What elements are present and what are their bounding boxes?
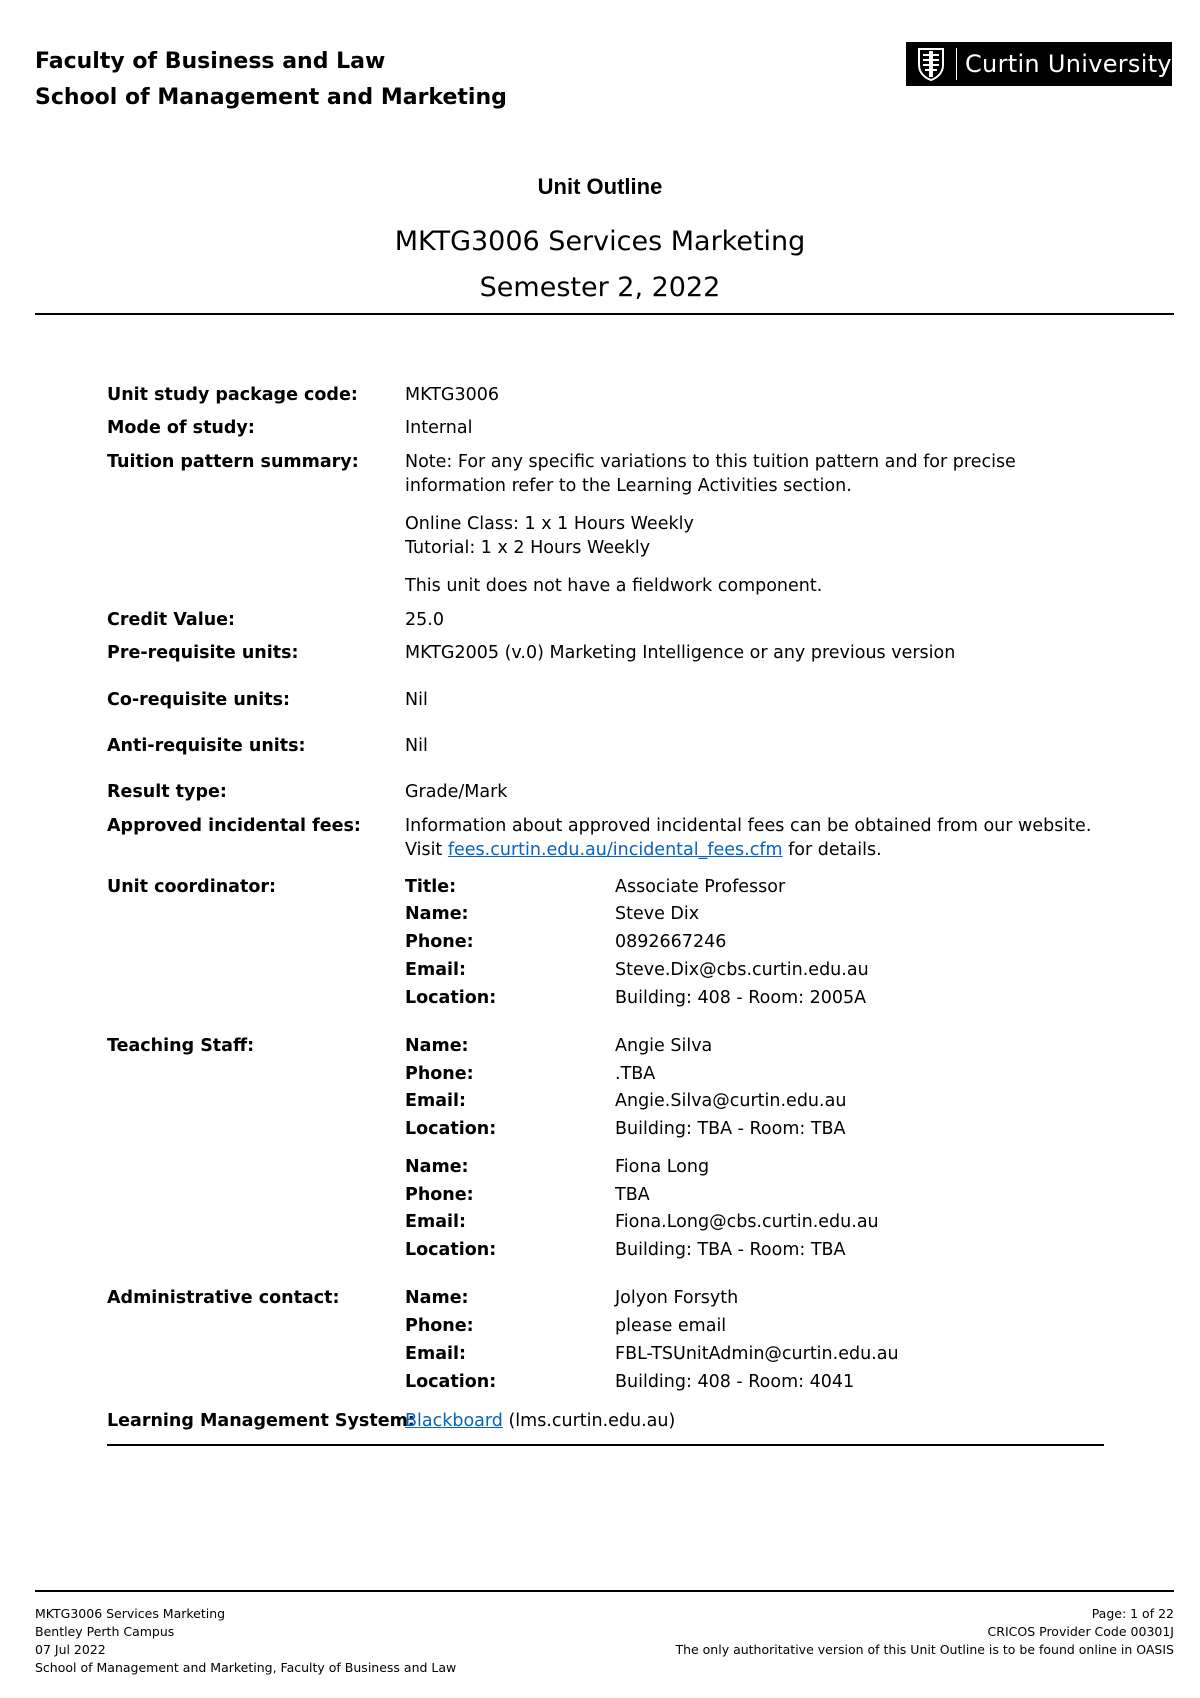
semester: Semester 2, 2022	[479, 272, 721, 303]
admin-phone-key: Phone:	[405, 1316, 474, 1336]
header-faculty-school	[35, 44, 507, 116]
staff2-name-value: Fiona Long	[615, 1157, 710, 1177]
curtin-logo	[906, 42, 1172, 86]
tuition-label: Tuition pattern summary:	[107, 452, 359, 472]
lms-value	[405, 1409, 1105, 1433]
credit-value: 25.0	[405, 610, 444, 630]
coreq-value: Nil	[405, 690, 428, 710]
staff2-email-key: Email:	[405, 1212, 466, 1232]
title-block	[0, 172, 1200, 306]
staff2-phone-value: TBA	[615, 1185, 650, 1205]
staff1-email-key: Email:	[405, 1091, 466, 1111]
school-name: School of Management and Marketing	[35, 85, 507, 110]
staff1-email-value: Angie.Silva@curtin.edu.au	[615, 1091, 847, 1111]
teaching-label: Teaching Staff:	[107, 1036, 255, 1056]
logo-text: Curtin University	[965, 50, 1172, 78]
admin-location-value: Building: 408 - Room: 4041	[615, 1372, 855, 1392]
admin-location-key: Location:	[405, 1372, 497, 1392]
logo-separator	[956, 48, 957, 80]
admin-name-key: Name:	[405, 1288, 469, 1308]
title-divider	[35, 313, 1174, 315]
coordinator-title-value: Associate Professor	[615, 877, 786, 897]
tuition-note-2: information refer to the Learning Activities section.	[405, 476, 852, 496]
footer-unit: MKTG3006 Services Marketing	[35, 1606, 226, 1621]
coordinator-name-key: Name:	[405, 904, 469, 924]
package-code-label: Unit study package code:	[107, 385, 358, 405]
tuition-online: Online Class: 1 x 1 Hours Weekly	[405, 514, 694, 534]
admin-label: Administrative contact:	[107, 1288, 340, 1308]
coordinator-label: Unit coordinator:	[107, 877, 276, 897]
credit-label: Credit Value:	[107, 610, 236, 630]
staff1-name-value: Angie Silva	[615, 1036, 713, 1056]
coordinator-location-value: Building: 408 - Room: 2005A	[615, 988, 867, 1008]
staff2-email-value: Fiona.Long@cbs.curtin.edu.au	[615, 1212, 879, 1232]
footer-date: 07 Jul 2022	[35, 1642, 106, 1657]
footer-right	[675, 1605, 1174, 1659]
mode-label: Mode of study:	[107, 418, 255, 438]
admin-email-value: FBL-TSUnitAdmin@curtin.edu.au	[615, 1344, 899, 1364]
fees-visit: Visit	[405, 840, 448, 860]
prereq-label: Pre-requisite units:	[107, 643, 299, 663]
staff1-phone-key: Phone:	[405, 1064, 474, 1084]
blackboard-link[interactable]: Blackboard	[405, 1411, 503, 1431]
staff1-location-value: Building: TBA - Room: TBA	[615, 1119, 846, 1139]
admin-phone-value: please email	[615, 1316, 727, 1336]
coordinator-email-value: Steve.Dix@cbs.curtin.edu.au	[615, 960, 869, 980]
details-divider	[107, 1444, 1104, 1446]
antireq-label: Anti-requisite units:	[107, 736, 306, 756]
staff1-phone-value: .TBA	[615, 1064, 656, 1084]
doc-type: Unit Outline	[537, 174, 663, 199]
coordinator-name-value: Steve Dix	[615, 904, 700, 924]
admin-name-value: Jolyon Forsyth	[615, 1288, 739, 1308]
fees-line1: Information about approved incidental fees can be obtained from our website.	[405, 816, 1092, 836]
admin-email-key: Email:	[405, 1344, 466, 1364]
unit-name: MKTG3006 Services Marketing	[394, 226, 806, 257]
staff2-location-key: Location:	[405, 1240, 497, 1260]
package-code-value: MKTG3006	[405, 385, 500, 405]
staff2-location-value: Building: TBA - Room: TBA	[615, 1240, 846, 1260]
result-label: Result type:	[107, 782, 227, 802]
footer-school: School of Management and Marketing, Faculty of Business and Law	[35, 1660, 457, 1675]
lms-label: Learning Management System:	[107, 1411, 415, 1431]
crest-icon	[914, 46, 948, 82]
faculty-name: Faculty of Business and Law	[35, 49, 386, 74]
antireq-value: Nil	[405, 736, 428, 756]
staff1-name-key: Name:	[405, 1036, 469, 1056]
coordinator-location-key: Location:	[405, 988, 497, 1008]
staff2-phone-key: Phone:	[405, 1185, 474, 1205]
tuition-fieldwork: This unit does not have a fieldwork component.	[405, 576, 823, 596]
staff1-location-key: Location:	[405, 1119, 497, 1139]
fees-after: for details.	[782, 840, 882, 860]
tuition-tutorial: Tutorial: 1 x 2 Hours Weekly	[405, 538, 651, 558]
fees-line2	[405, 838, 1105, 862]
footer-cricos: CRICOS Provider Code 00301J	[987, 1624, 1174, 1639]
footer-left	[35, 1605, 456, 1677]
fees-label: Approved incidental fees:	[107, 816, 361, 836]
coreq-label: Co-requisite units:	[107, 690, 291, 710]
result-value: Grade/Mark	[405, 782, 508, 802]
staff2-name-key: Name:	[405, 1157, 469, 1177]
footer-campus: Bentley Perth Campus	[35, 1624, 175, 1639]
coordinator-phone-key: Phone:	[405, 932, 474, 952]
lms-after: (lms.curtin.edu.au)	[502, 1411, 676, 1431]
prereq-value: MKTG2005 (v.0) Marketing Intelligence or any previous version	[405, 643, 956, 663]
fees-link[interactable]: fees.curtin.edu.au/incidental_fees.cfm	[447, 840, 783, 860]
footer-authoritative: The only authoritative version of this Unit Outline is to be found online in OASIS	[675, 1642, 1174, 1657]
footer-divider	[35, 1590, 1174, 1592]
mode-value: Internal	[405, 418, 473, 438]
coordinator-email-key: Email:	[405, 960, 466, 980]
coordinator-phone-value: 0892667246	[615, 932, 727, 952]
tuition-note-1: Note: For any specific variations to this tuition pattern and for precise	[405, 452, 1016, 472]
footer-page: Page: 1 of 22	[1091, 1606, 1174, 1621]
coordinator-title-key: Title:	[405, 877, 457, 897]
